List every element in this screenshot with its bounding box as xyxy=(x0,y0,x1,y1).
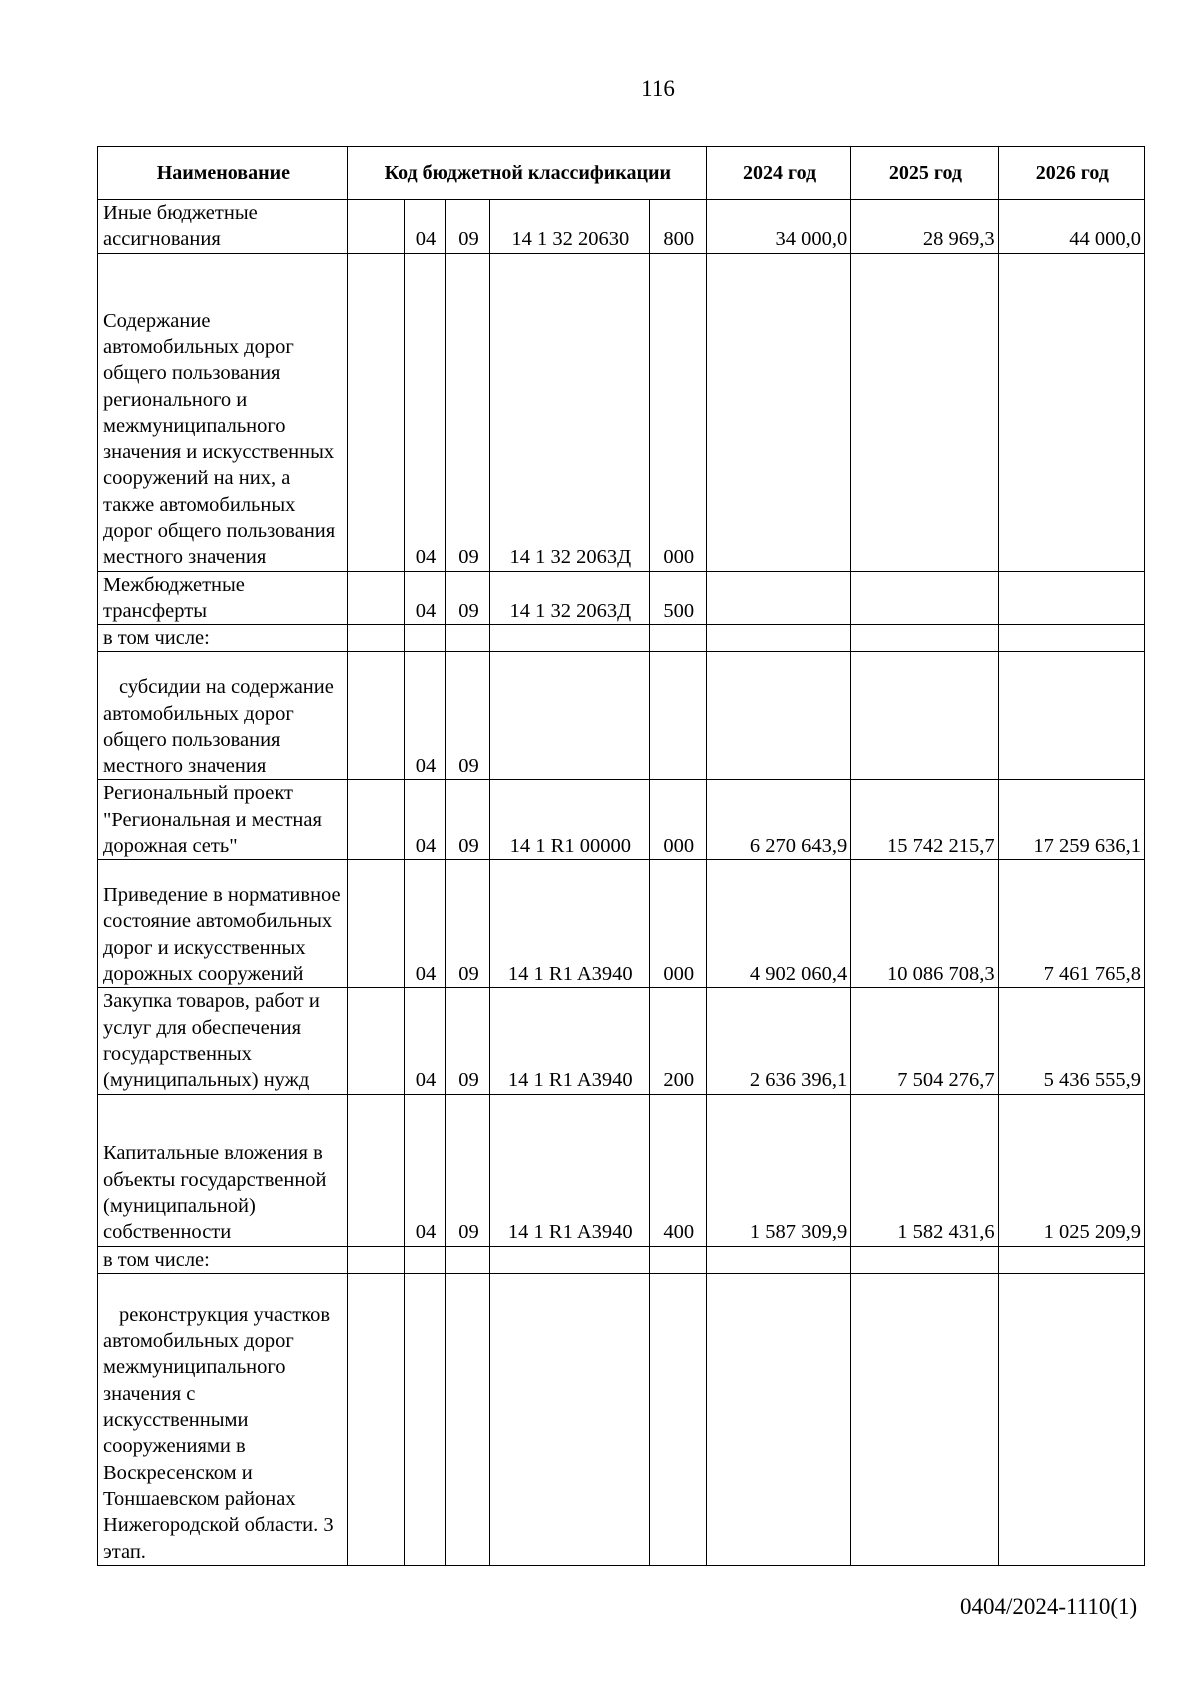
code-cell-expense-type: 000 xyxy=(649,860,706,988)
value-2025 xyxy=(851,1246,998,1273)
value-2025 xyxy=(851,652,998,780)
code-cell-section: 04 xyxy=(405,652,446,780)
value-2024: 2 636 396,1 xyxy=(706,988,850,1094)
code-cell-1 xyxy=(347,1273,404,1565)
value-2025 xyxy=(851,625,998,652)
code-cell-section: 04 xyxy=(405,780,446,860)
table-row xyxy=(98,571,1145,625)
value-2026 xyxy=(998,571,1144,625)
code-cell-target xyxy=(489,1246,649,1273)
code-cell-section: 04 xyxy=(405,988,446,1094)
code-cell-1 xyxy=(347,253,404,571)
table-row xyxy=(98,253,1145,571)
value-2025 xyxy=(851,571,998,625)
value-2025: 15 742 215,7 xyxy=(851,780,998,860)
value-2026: 7 461 765,8 xyxy=(998,860,1144,988)
table-row xyxy=(98,1273,1145,1565)
code-cell-target: 14 1 R1 A3940 xyxy=(489,1094,649,1246)
value-2026 xyxy=(998,625,1144,652)
table-body xyxy=(98,200,1145,1566)
table-row xyxy=(98,1246,1145,1273)
code-cell-1 xyxy=(347,200,404,254)
header-2024: 2024 год xyxy=(706,147,850,200)
table-row xyxy=(98,780,1145,860)
code-cell-subsection xyxy=(445,1246,489,1273)
code-cell-1 xyxy=(347,625,404,652)
code-cell-subsection xyxy=(445,625,489,652)
code-cell-expense-type xyxy=(649,1246,706,1273)
row-name: Региональный проект "Региональная и местная дорожная сеть" xyxy=(98,780,348,860)
code-cell-section xyxy=(405,1246,446,1273)
table-row xyxy=(98,652,1145,780)
row-name-text: субсидии на содержание автомобильных дорог общего пользования местного значения xyxy=(103,676,334,778)
value-2026: 5 436 555,9 xyxy=(998,988,1144,1094)
code-cell-target xyxy=(489,1273,649,1565)
row-name: Содержание автомобильных дорог общего пользования регионального и межмуниципального значения и искусственных сооружений на них, а также автомобильных дорог общего пользования местного значения xyxy=(98,253,348,571)
code-cell-section: 04 xyxy=(405,860,446,988)
code-cell-expense-type: 200 xyxy=(649,988,706,1094)
header-name: Наименование xyxy=(98,147,348,200)
value-2024 xyxy=(706,1246,850,1273)
value-2024: 6 270 643,9 xyxy=(706,780,850,860)
code-cell-expense-type: 000 xyxy=(649,780,706,860)
code-cell-1 xyxy=(347,1094,404,1246)
code-cell-subsection: 09 xyxy=(445,780,489,860)
row-name-text: реконструкция участков автомобильных дорог межмуниципального значения с искусственными сооружениями в Воскресенском и Тоншаевском районах Нижегородской области. 3 этап. xyxy=(103,1303,334,1563)
value-2025: 7 504 276,7 xyxy=(851,988,998,1094)
value-2025: 10 086 708,3 xyxy=(851,860,998,988)
header-2026: 2026 год xyxy=(998,147,1144,200)
value-2024: 1 587 309,9 xyxy=(706,1094,850,1246)
table-row xyxy=(98,200,1145,254)
code-cell-target: 14 1 32 2063Д xyxy=(489,253,649,571)
code-cell-target: 14 1 R1 00000 xyxy=(489,780,649,860)
code-cell-subsection: 09 xyxy=(445,200,489,254)
value-2026 xyxy=(998,253,1144,571)
page-number: 116 xyxy=(641,76,675,101)
code-cell-expense-type xyxy=(649,625,706,652)
value-2026 xyxy=(998,652,1144,780)
row-name: в том числе: xyxy=(98,625,348,652)
code-cell-target: 14 1 32 2063Д xyxy=(489,571,649,625)
code-cell-section: 04 xyxy=(405,253,446,571)
code-cell-expense-type: 500 xyxy=(649,571,706,625)
code-cell-subsection: 09 xyxy=(445,571,489,625)
code-cell-1 xyxy=(347,1246,404,1273)
code-cell-1 xyxy=(347,780,404,860)
value-2024: 34 000,0 xyxy=(706,200,850,254)
table-row xyxy=(98,625,1145,652)
code-cell-1 xyxy=(347,571,404,625)
header-code: Код бюджетной классификации xyxy=(347,147,706,200)
row-name xyxy=(98,1273,348,1565)
code-cell-target xyxy=(489,652,649,780)
code-cell-expense-type: 400 xyxy=(649,1094,706,1246)
row-name xyxy=(98,652,348,780)
value-2024 xyxy=(706,571,850,625)
code-cell-section xyxy=(405,1273,446,1565)
row-name: Закупка товаров, работ и услуг для обеспечения государственных (муниципальных) нужд xyxy=(98,988,348,1094)
table-header-row xyxy=(98,147,1145,200)
code-cell-subsection xyxy=(445,1273,489,1565)
code-cell-section: 04 xyxy=(405,571,446,625)
row-name: Межбюджетные трансферты xyxy=(98,571,348,625)
row-name: Капитальные вложения в объекты государственной (муниципальной) собственности xyxy=(98,1094,348,1246)
code-cell-section xyxy=(405,625,446,652)
code-cell-target: 14 1 R1 A3940 xyxy=(489,988,649,1094)
code-cell-section: 04 xyxy=(405,1094,446,1246)
value-2026 xyxy=(998,1246,1144,1273)
code-cell-target: 14 1 R1 A3940 xyxy=(489,860,649,988)
row-name: Приведение в нормативное состояние автомобильных дорог и искусственных дорожных сооружений xyxy=(98,860,348,988)
value-2026: 44 000,0 xyxy=(998,200,1144,254)
table-row xyxy=(98,860,1145,988)
table-row xyxy=(98,988,1145,1094)
header-2025: 2025 год xyxy=(851,147,998,200)
code-cell-target: 14 1 32 20630 xyxy=(489,200,649,254)
value-2025 xyxy=(851,1273,998,1565)
value-2026: 17 259 636,1 xyxy=(998,780,1144,860)
code-cell-subsection: 09 xyxy=(445,988,489,1094)
value-2024 xyxy=(706,625,850,652)
code-cell-1 xyxy=(347,988,404,1094)
code-cell-1 xyxy=(347,860,404,988)
code-cell-subsection: 09 xyxy=(445,860,489,988)
code-cell-expense-type xyxy=(649,652,706,780)
value-2024 xyxy=(706,652,850,780)
value-2024 xyxy=(706,1273,850,1565)
code-cell-expense-type: 800 xyxy=(649,200,706,254)
document-code: 0404/2024-1110(1) xyxy=(960,1594,1138,1619)
row-name: в том числе: xyxy=(98,1246,348,1273)
value-2024: 4 902 060,4 xyxy=(706,860,850,988)
value-2025: 28 969,3 xyxy=(851,200,998,254)
value-2026 xyxy=(998,1273,1144,1565)
code-cell-expense-type: 000 xyxy=(649,253,706,571)
code-cell-subsection: 09 xyxy=(445,253,489,571)
code-cell-section: 04 xyxy=(405,200,446,254)
row-name: Иные бюджетные ассигнования xyxy=(98,200,348,254)
table-row xyxy=(98,1094,1145,1246)
value-2024 xyxy=(706,253,850,571)
code-cell-target xyxy=(489,625,649,652)
value-2025: 1 582 431,6 xyxy=(851,1094,998,1246)
value-2025 xyxy=(851,253,998,571)
code-cell-1 xyxy=(347,652,404,780)
code-cell-subsection: 09 xyxy=(445,652,489,780)
value-2026: 1 025 209,9 xyxy=(998,1094,1144,1246)
code-cell-subsection: 09 xyxy=(445,1094,489,1246)
code-cell-expense-type xyxy=(649,1273,706,1565)
budget-table xyxy=(97,146,1145,1566)
